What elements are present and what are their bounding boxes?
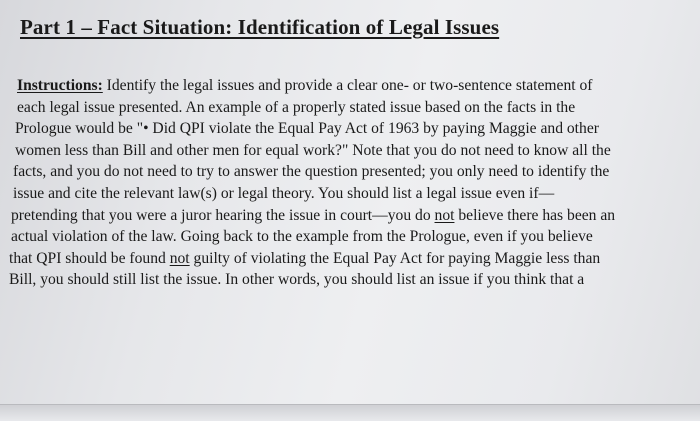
text-line: Prologue would be "• Did QPI violate the Equal Pay Act of 1963 by paying Maggie and other [15,120,599,138]
text-line: Bill, you should still list the issue. In other words, you should list an issue if you think that a [9,271,585,289]
page-title: Part 1 – Fact Situation: Identification of Legal Issues [20,15,500,39]
text-line-content: pretending that you were a juror hearing the issue in court—you do [11,206,435,224]
text-line: issue and cite the relevant law(s) or legal theory. You should list a legal issue even if— [13,184,555,202]
text-line-content: believe there has been an [454,206,616,224]
text-line-content: that QPI should be found [9,249,170,267]
instructions-label: Instructions: [17,77,103,94]
text-line-content: guilty of violating the Equal Pay Act for paying Maggie less than [189,249,601,267]
text-line [9,248,699,270]
text-line: each legal issue presented. An example of a properly stated issue based on the facts in the [17,98,576,116]
text-line [9,75,699,97]
text-line: facts, and you do not need to try to answer the question presented; you only need to identify the [13,163,610,181]
text-line: actual violation of the law. Going back to the example from the Prologue, even if you believe [11,228,593,246]
page-bottom-edge [0,404,700,421]
text-line-content: Identify the legal issues and provide a clear one- or two-sentence statement of [102,77,593,94]
emphasized-not: not [169,249,190,267]
emphasized-not: not [434,206,455,224]
text-line [9,205,699,227]
instructions-paragraph [9,75,699,291]
text-line: women less than Bill and other men for equal work?" Note that you do not need to know all the [15,141,611,159]
